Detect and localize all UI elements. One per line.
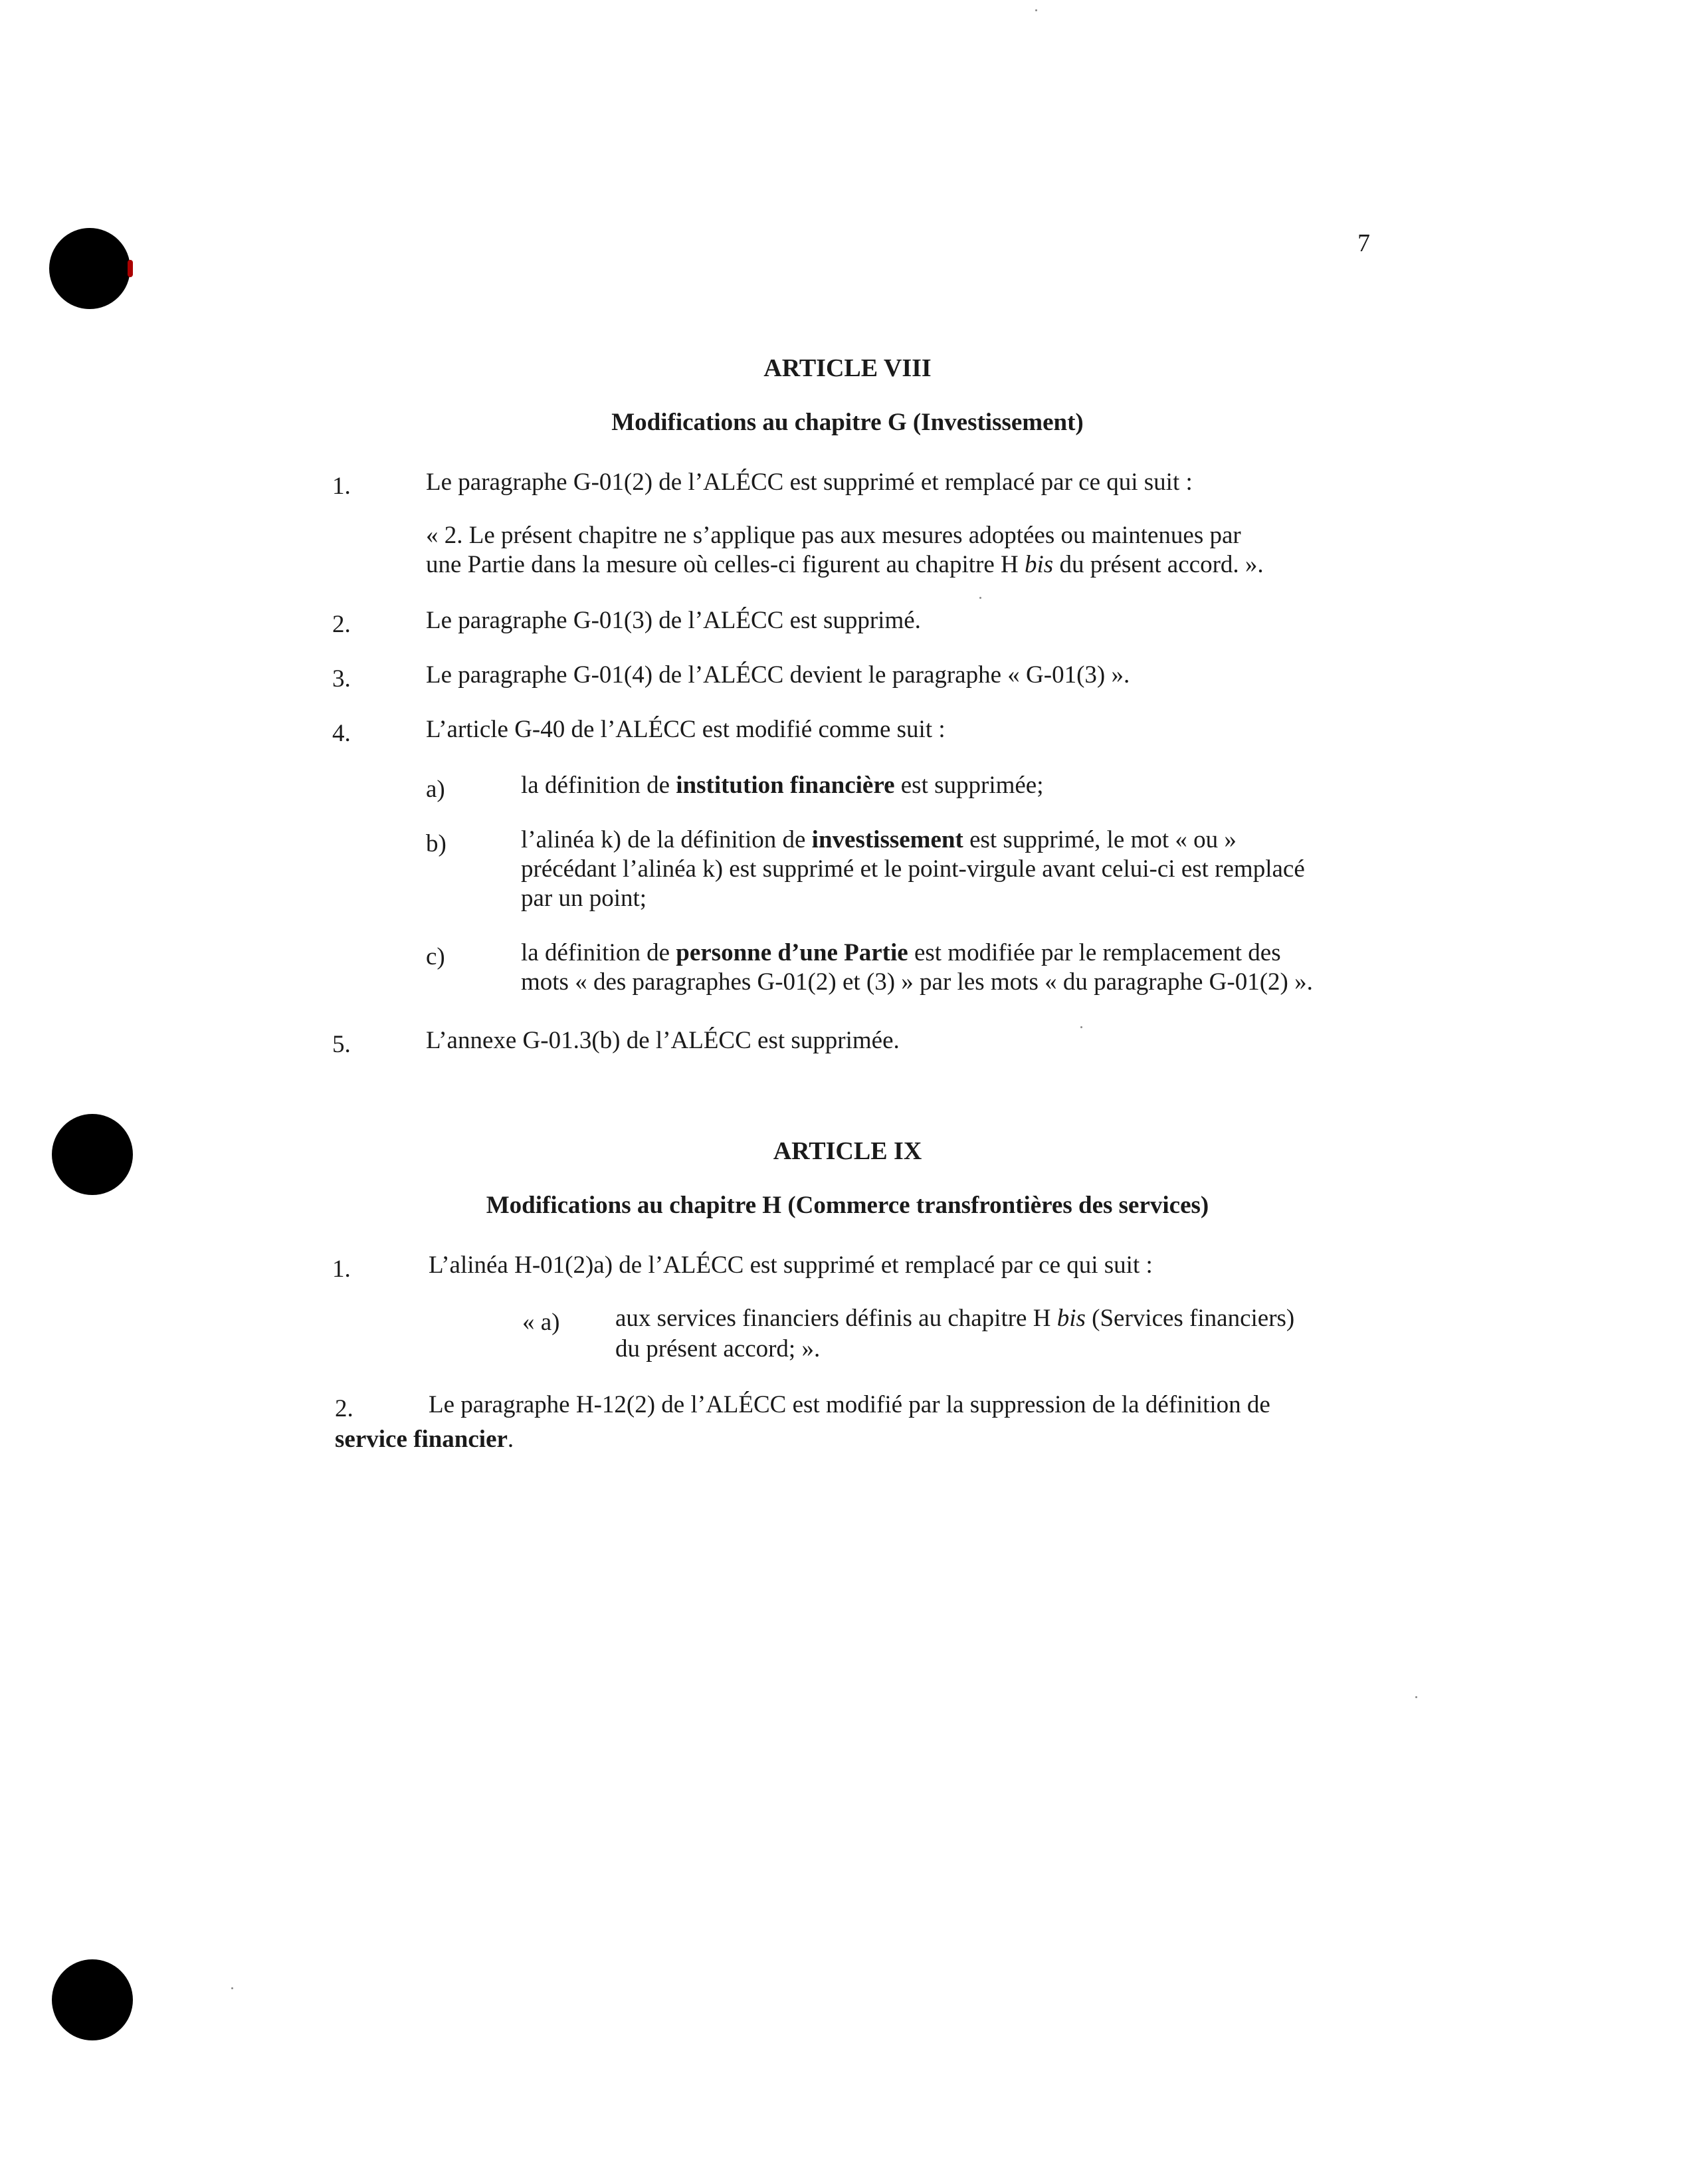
paragraph-1-text: L’alinéa H-01(2)a) de l’ALÉCC est supprimé et remplacé par ce qui suit : [429, 1252, 1153, 1279]
item-b-line-3: par un point; [521, 885, 647, 912]
item-label: b) [426, 830, 447, 857]
paragraph-number: 3. [332, 665, 351, 693]
paragraph-2-text: Le paragraphe G-01(3) de l’ALÉCC est supprimé. [426, 607, 921, 634]
item-c-line-2: mots « des paragraphes G-01(2) et (3) » par les mots « du paragraphe G-01(2) ». [521, 968, 1313, 996]
scan-speck [1080, 1026, 1082, 1028]
paragraph-number: 1. [332, 473, 351, 500]
quote-item-label: « a) [522, 1309, 560, 1336]
article-9-heading: ARTICLE IX [773, 1137, 922, 1165]
paragraph-4-text: L’article G-40 de l’ALÉCC est modifié comme suit : [426, 716, 946, 743]
paragraph-3-text: Le paragraphe G-01(4) de l’ALÉCC devient le paragraphe « G-01(3) ». [426, 661, 1130, 689]
article-9-subheading: Modifications au chapitre H (Commerce transfrontières des services) [486, 1192, 1209, 1219]
paragraph-number: 4. [332, 720, 351, 747]
quote-item-line-2: du présent accord; ». [615, 1335, 821, 1363]
item-b-line-1: l’alinéa k) de la définition de investissement est supprimé, le mot « ou » [521, 826, 1237, 853]
paragraph-5-text: L’annexe G-01.3(b) de l’ALÉCC est supprimée. [426, 1027, 900, 1054]
scan-speck [1035, 9, 1037, 11]
punch-hole [49, 228, 130, 309]
quote-line-2: une Partie dans la mesure où celles-ci figurent au chapitre H bis du présent accord. ». [426, 551, 1264, 578]
scan-speck [1415, 1696, 1417, 1698]
item-a-text: la définition de institution financière est supprimée; [521, 772, 1044, 799]
item-b-line-2: précédant l’alinéa k) est supprimé et le point-virgule avant celui-ci est remplacé [521, 855, 1305, 883]
paragraph-number: 2. [335, 1395, 353, 1422]
punch-hole [52, 1959, 133, 2040]
paragraph-number: 1. [332, 1256, 351, 1283]
paragraph-2-continuation: service financier. [335, 1426, 514, 1453]
scan-speck [231, 1987, 233, 1989]
quote-line-1: « 2. Le présent chapitre ne s’applique pas aux mesures adoptées ou maintenues par [426, 522, 1241, 549]
quote-item-line-1: aux services financiers définis au chapitre H bis (Services financiers) [615, 1305, 1295, 1332]
item-label: a) [426, 776, 445, 803]
article-8-subheading: Modifications au chapitre G (Investissement) [611, 409, 1084, 436]
page-number: 7 [1357, 229, 1370, 257]
paragraph-2-text: Le paragraphe H-12(2) de l’ALÉCC est modifié par la suppression de la définition de [429, 1391, 1270, 1418]
item-c-line-1: la définition de personne d’une Partie est modifiée par le remplacement des [521, 939, 1281, 966]
paragraph-number: 2. [332, 611, 351, 638]
scan-speck [979, 597, 981, 599]
paragraph-number: 5. [332, 1031, 351, 1058]
article-8-heading: ARTICLE VIII [763, 354, 932, 382]
paragraph-1-text: Le paragraphe G-01(2) de l’ALÉCC est supprimé et remplacé par ce qui suit : [426, 469, 1193, 496]
item-label: c) [426, 943, 445, 970]
